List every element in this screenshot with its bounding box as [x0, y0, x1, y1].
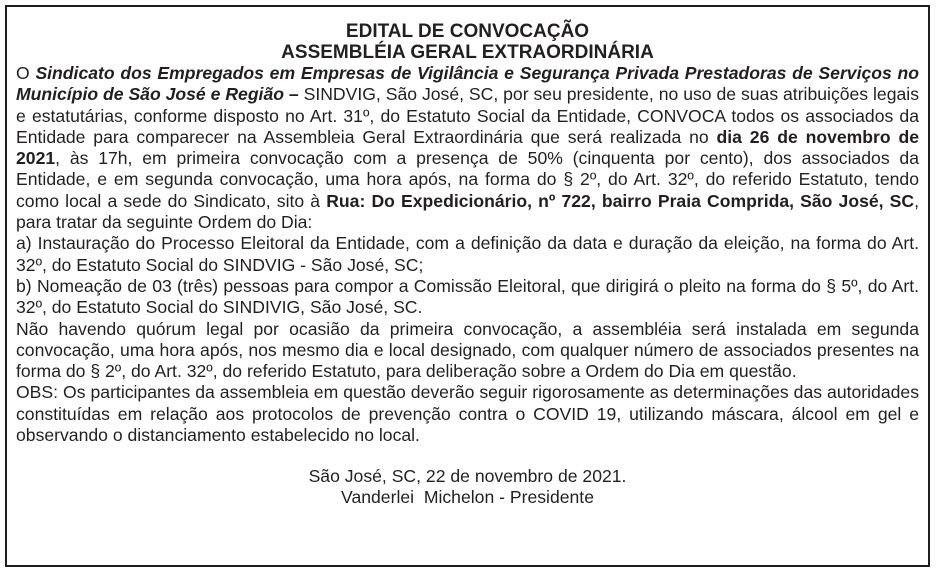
intro-dash: – [283, 84, 304, 105]
notice-body [16, 63, 919, 446]
notice-header [16, 21, 919, 63]
intro-text-2: , às 17h, em primeira convocação com a presença de 50% (cinquenta por cento), dos associados da Entidade, e em segunda convocação, uma hora após, na forma do § 2º, do Art. 32º, do referido Estatuto, tendo como local a sede do Sindicato, sito à [16, 148, 919, 211]
intro-prefix: O [16, 63, 36, 83]
intro-paragraph [16, 63, 919, 233]
notice-subtitle: ASSEMBLÉIA GERAL EXTRAORDINÁRIA [281, 42, 654, 63]
intro-text-1: SINDVIG, São José, SC, por seu presidente, no uso de suas atribuições legais e estatutárias, conforme disposto no Art. 31º, do Estatuto Social da Entidade, CONVOCA todos os associados da Entidade para comparecer na Assembleia Geral Extraordinária que será realizada no [16, 84, 919, 147]
meeting-address: Rua: Do Expedicionário, nº 722, bairro Praia Comprida, São José, SC [326, 190, 915, 211]
union-name: Sindicato dos Empregados em Empresas de Vigilância e Segurança Privada Prestadoras de Serviços no Município de São José e Região [16, 63, 920, 105]
convocation-notice [5, 5, 930, 567]
notice-footer [16, 466, 919, 508]
obs-paragraph: OBS: Os participantes da assembleia em questão deverão seguir rigorosamente as determinações das autoridades constituídas em relação aos protocolos de prevenção contra o COVID 19, utilizando máscara, álcool em gel e observando o distanciamento estabelecido no local. [16, 382, 919, 446]
notice-title: EDITAL DE CONVOCAÇÃO [345, 21, 590, 42]
agenda-item-b: b) Nomeação de 03 (três) pessoas para compor a Comissão Eleitoral, que dirigirá o pleito na forma do § 5º, do Art. 32º, do Estatuto Social do SINDIVIG, São José, SC. [16, 275, 919, 318]
place-date: São José, SC, 22 de novembro de 2021. [308, 466, 627, 487]
intro-text-3: , para tratar da seguinte Ordem do Dia: [16, 190, 920, 233]
signature: Vanderlei Michelon - Presidente [341, 487, 594, 508]
meeting-date: dia 26 de novembro de 2021 [16, 126, 920, 169]
agenda-item-a: a) Instauração do Processo Eleitoral da Entidade, com a definição da data e duração da eleição, na forma do Art. 32º, do Estatuto Social do SINDVIG - São José, SC; [16, 233, 919, 275]
quorum-paragraph: Não havendo quórum legal por ocasião da primeira convocação, a assembléia será instalada em segunda convocação, uma hora após, nos mesmo dia e local designado, com qualquer número de associados presentes na forma do § 2º, do Art. 32º, do referido Estatuto, para deliberação sobre a Ordem do Dia em questão. [16, 318, 919, 382]
